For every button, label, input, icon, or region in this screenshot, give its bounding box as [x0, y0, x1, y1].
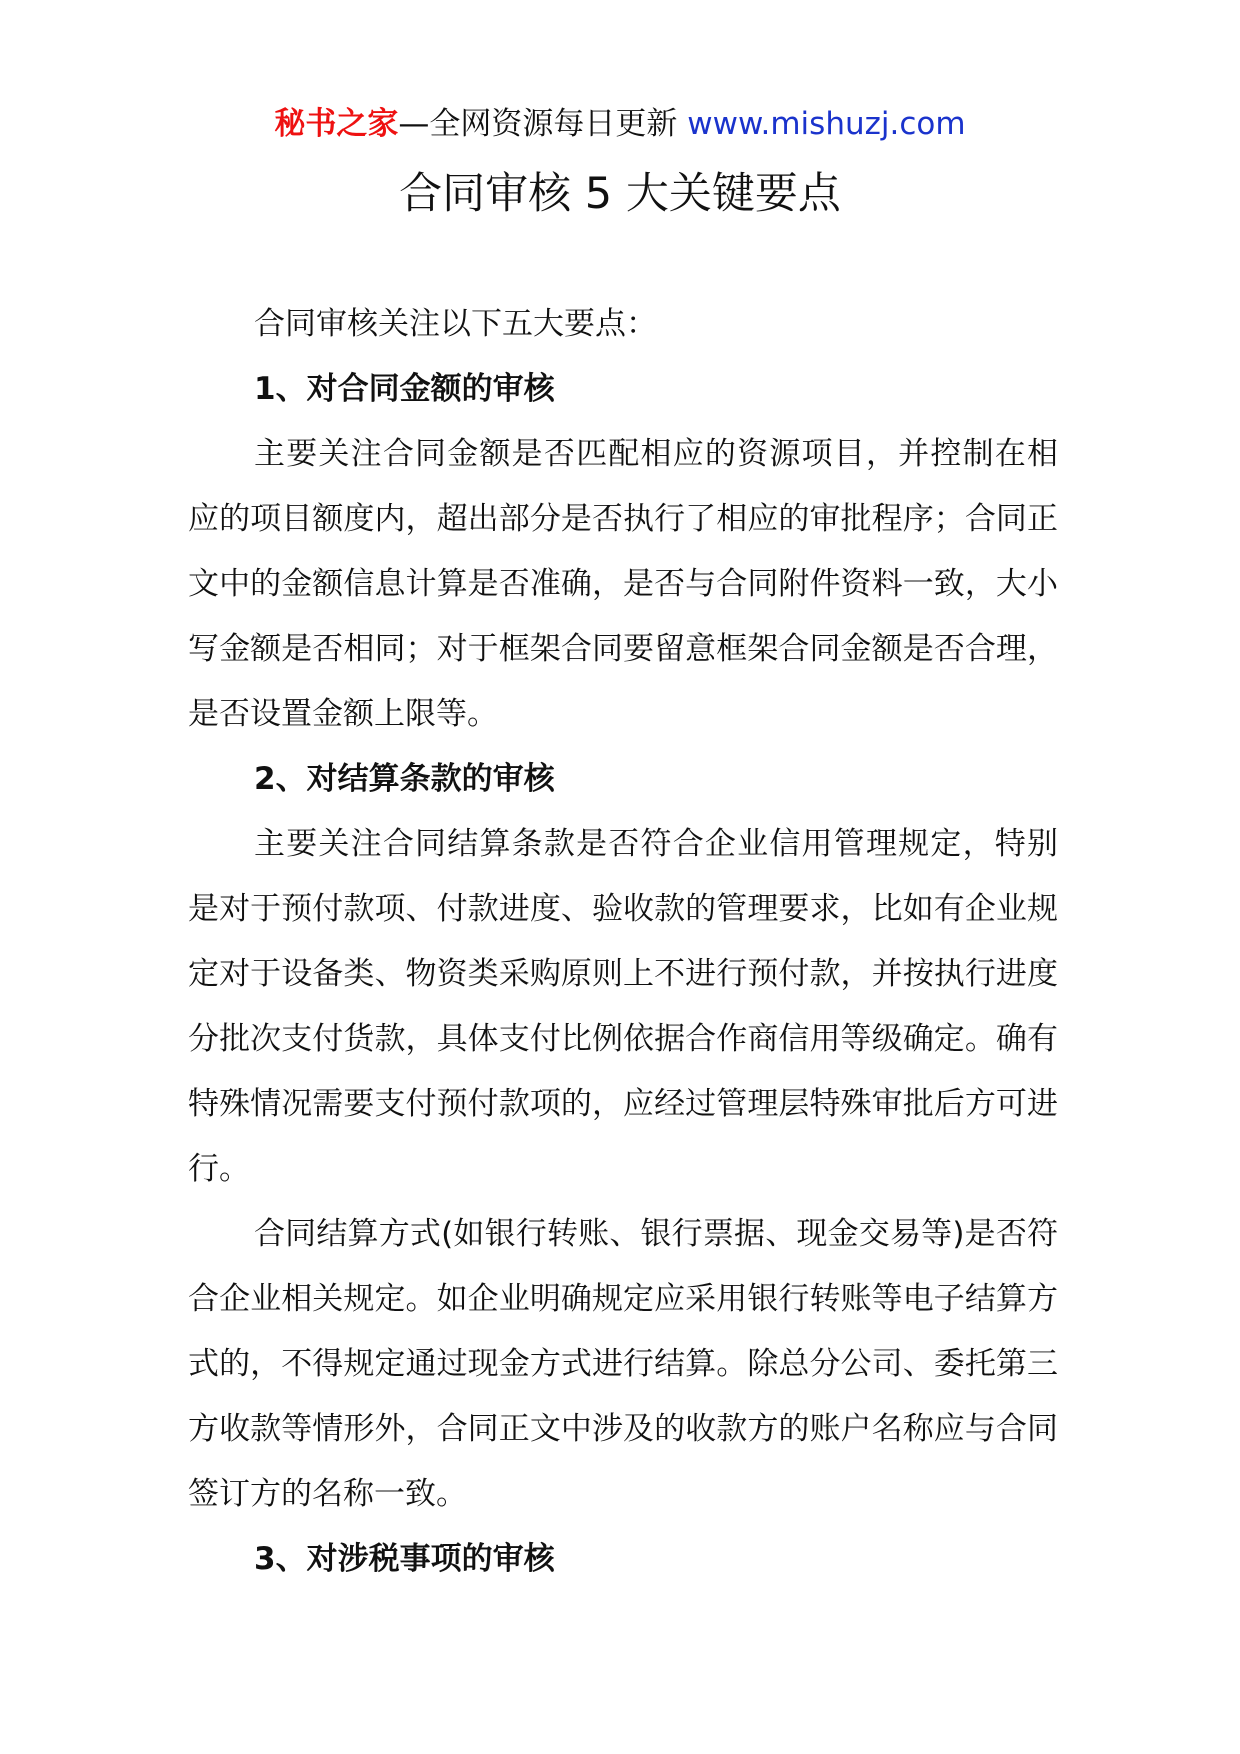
section-1-heading: 1、对合同金额的审核 — [254, 371, 555, 407]
section-3-heading: 3、对涉税事项的审核 — [254, 1541, 555, 1577]
section-2-paragraph-1: 主要关注合同结算条款是否符合企业信用管理规定，特别是对于预付款项、付款进度、验收款的管理要求，比如有企业规定对于设备类、物资类采购原则上不进行预付款，并按执行进度分批次支付货款，具体支付比例依据合作商信用等级确定。确有特殊情况需要支付预付款项的，应经过管理层特殊审批后方可进行。 — [188, 826, 1058, 1187]
brand-name: 秘书之家 — [274, 106, 399, 142]
section-2-paragraph-2: 合同结算方式(如银行转账、银行票据、现金交易等)是否符合企业相关规定。如企业明确规定应采用银行转账等电子结算方式的，不得规定通过现金方式进行结算。除总分公司、委托第三方收款等情形外，合同正文中涉及的收款方的账户名称应与合同签订方的名称一致。 — [188, 1216, 1058, 1512]
section-2-heading: 2、对结算条款的审核 — [254, 761, 555, 797]
document-title: 合同审核 5 大关键要点 — [399, 169, 841, 219]
site-banner — [0, 100, 1240, 148]
banner-tagline: —全网资源每日更新 — [398, 106, 688, 142]
section-1-paragraph: 主要关注合同金额是否匹配相应的资源项目，并控制在相应的项目额度内，超出部分是否执行了相应的审批程序；合同正文中的金额信息计算是否准确，是否与合同附件资料一致，大小写金额是否相同；对于框架合同要留意框架合同金额是否合理，是否设置金额上限等。 — [188, 436, 1058, 732]
document-body — [188, 292, 1058, 1592]
site-url-link[interactable]: www.mishuzj.com — [687, 106, 966, 142]
intro-paragraph: 合同审核关注以下五大要点： — [254, 306, 657, 342]
